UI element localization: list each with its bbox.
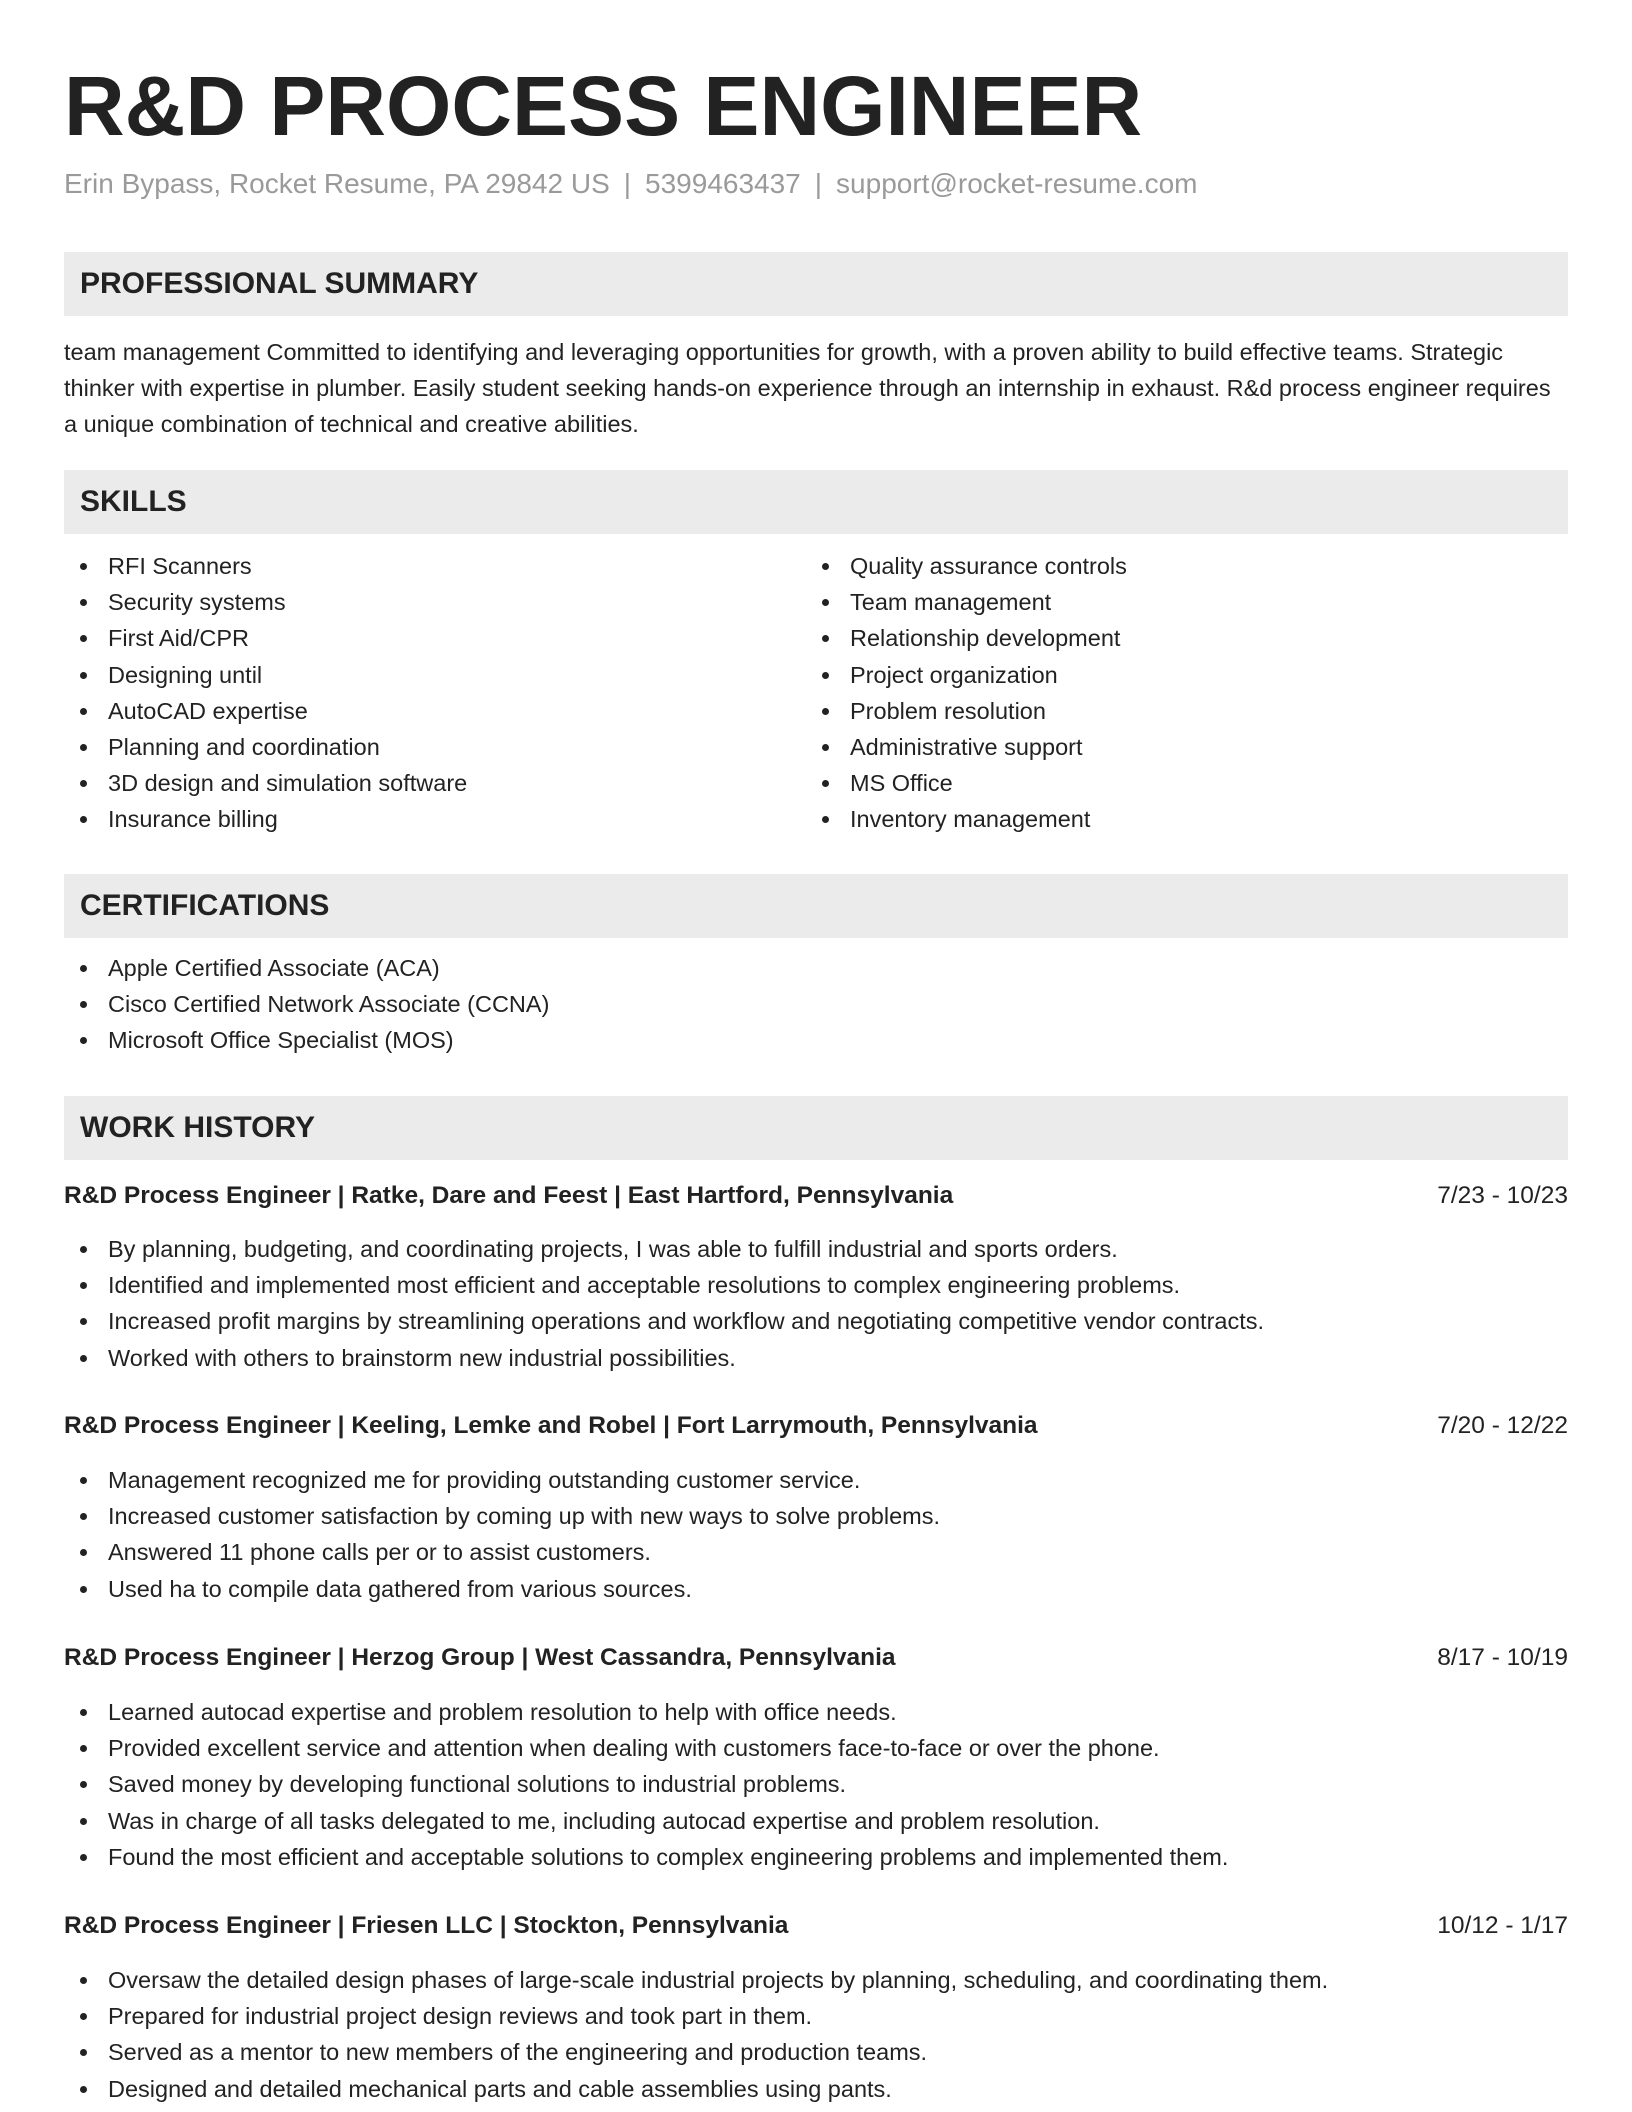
skill-item: Project organization — [806, 657, 1546, 693]
skill-item: Inventory management — [806, 801, 1546, 837]
skill-item: MS Office — [806, 765, 1546, 801]
certification-item: Apple Certified Associate (ACA) — [64, 950, 1568, 986]
job-bullet: Oversaw the detailed design phases of large-scale industrial projects by planning, scheduling, and coordinating them. — [64, 1962, 1568, 1998]
certification-item: Cisco Certified Network Associate (CCNA) — [64, 986, 1568, 1022]
job-bullet: Designed and detailed mechanical parts and cable assemblies using pants. — [64, 2071, 1568, 2107]
contact-line — [64, 166, 1197, 202]
job-bullets — [64, 1962, 1568, 2107]
job-bullets — [64, 1462, 1568, 1607]
job-dates: 7/20 - 12/22 — [1437, 1412, 1568, 1439]
certifications-list — [64, 950, 1568, 1059]
skill-item: AutoCAD expertise — [64, 693, 799, 729]
job-header — [64, 1908, 1568, 1944]
job-header — [64, 1408, 1568, 1444]
contact-separator: | — [814, 168, 823, 199]
certification-item: Microsoft Office Specialist (MOS) — [64, 1022, 1568, 1058]
skill-item: Security systems — [64, 584, 799, 620]
job-bullet: Worked with others to brainstorm new industrial possibilities. — [64, 1340, 1568, 1376]
job-bullets — [64, 1694, 1568, 1875]
job-dates: 7/23 - 10/23 — [1437, 1182, 1568, 1209]
skill-item: Problem resolution — [806, 693, 1546, 729]
job-bullet: Used ha to compile data gathered from various sources. — [64, 1571, 1568, 1607]
contact-separator: | — [623, 168, 632, 199]
job-bullet: Provided excellent service and attention when dealing with customers face-to-face or over the phone. — [64, 1730, 1568, 1766]
job-header — [64, 1178, 1568, 1214]
job-bullet: Learned autocad expertise and problem resolution to help with office needs. — [64, 1694, 1568, 1730]
job-bullet: By planning, budgeting, and coordinating projects, I was able to fulfill industrial and sports orders. — [64, 1231, 1568, 1267]
section-header-certifications — [64, 874, 1568, 938]
section-header-work-history — [64, 1096, 1568, 1160]
contact-email: support@rocket-resume.com — [836, 168, 1198, 199]
skill-item: 3D design and simulation software — [64, 765, 799, 801]
skill-item: First Aid/CPR — [64, 620, 799, 656]
skills-list-left — [64, 548, 799, 838]
job-bullet: Increased customer satisfaction by coming up with new ways to solve problems. — [64, 1498, 1568, 1534]
skill-item: Quality assurance controls — [806, 548, 1546, 584]
job-bullet: Increased profit margins by streamlining operations and workflow and negotiating competitive vendor contracts. — [64, 1303, 1568, 1339]
section-title: PROFESSIONAL SUMMARY — [80, 267, 479, 300]
skills-list-right — [806, 548, 1546, 838]
skill-item: Planning and coordination — [64, 729, 799, 765]
section-title: SKILLS — [80, 485, 187, 518]
job-title: R&D Process Engineer | Herzog Group | West Cassandra, Pennsylvania — [64, 1644, 896, 1671]
skill-item: Team management — [806, 584, 1546, 620]
job-bullet: Management recognized me for providing outstanding customer service. — [64, 1462, 1568, 1498]
contact-address: Erin Bypass, Rocket Resume, PA 29842 US — [64, 168, 610, 199]
job-bullet: Was in charge of all tasks delegated to me, including autocad expertise and problem resolution. — [64, 1803, 1568, 1839]
skill-item: Administrative support — [806, 729, 1546, 765]
job-bullet: Saved money by developing functional solutions to industrial problems. — [64, 1766, 1568, 1802]
job-bullet: Prepared for industrial project design reviews and took part in them. — [64, 1998, 1568, 2034]
skill-item: RFI Scanners — [64, 548, 799, 584]
skill-item: Relationship development — [806, 620, 1546, 656]
contact-phone: 5399463437 — [645, 168, 801, 199]
resume-title: R&D PROCESS ENGINEER — [64, 59, 1143, 153]
summary-text: team management Committed to identifying and leveraging opportunities for growth, with a proven ability to build effective teams. Strategic thinker with expertise in plumber. Easily student seeking hands-on experience through an internship in exhaust. R&d process engineer requires a unique combination of technical and creative abilities. — [64, 339, 1551, 437]
skill-item: Insurance billing — [64, 801, 799, 837]
section-header-summary — [64, 252, 1568, 316]
section-header-skills — [64, 470, 1568, 534]
job-header — [64, 1640, 1568, 1676]
job-title: R&D Process Engineer | Ratke, Dare and Feest | East Hartford, Pennsylvania — [64, 1182, 954, 1209]
job-bullet: Found the most efficient and acceptable solutions to complex engineering problems and implemented them. — [64, 1839, 1568, 1875]
job-bullet: Answered 11 phone calls per or to assist customers. — [64, 1534, 1568, 1570]
section-title: CERTIFICATIONS — [80, 889, 330, 922]
job-title: R&D Process Engineer | Keeling, Lemke and Robel | Fort Larrymouth, Pennsylvania — [64, 1412, 1038, 1439]
section-title: WORK HISTORY — [80, 1111, 316, 1144]
job-dates: 8/17 - 10/19 — [1437, 1644, 1568, 1671]
job-dates: 10/12 - 1/17 — [1437, 1912, 1568, 1939]
job-bullet: Served as a mentor to new members of the engineering and production teams. — [64, 2034, 1568, 2070]
job-bullets — [64, 1231, 1568, 1376]
job-title: R&D Process Engineer | Friesen LLC | Stockton, Pennsylvania — [64, 1912, 789, 1939]
skill-item: Designing until — [64, 657, 799, 693]
job-bullet: Identified and implemented most efficient and acceptable resolutions to complex engineering problems. — [64, 1267, 1568, 1303]
